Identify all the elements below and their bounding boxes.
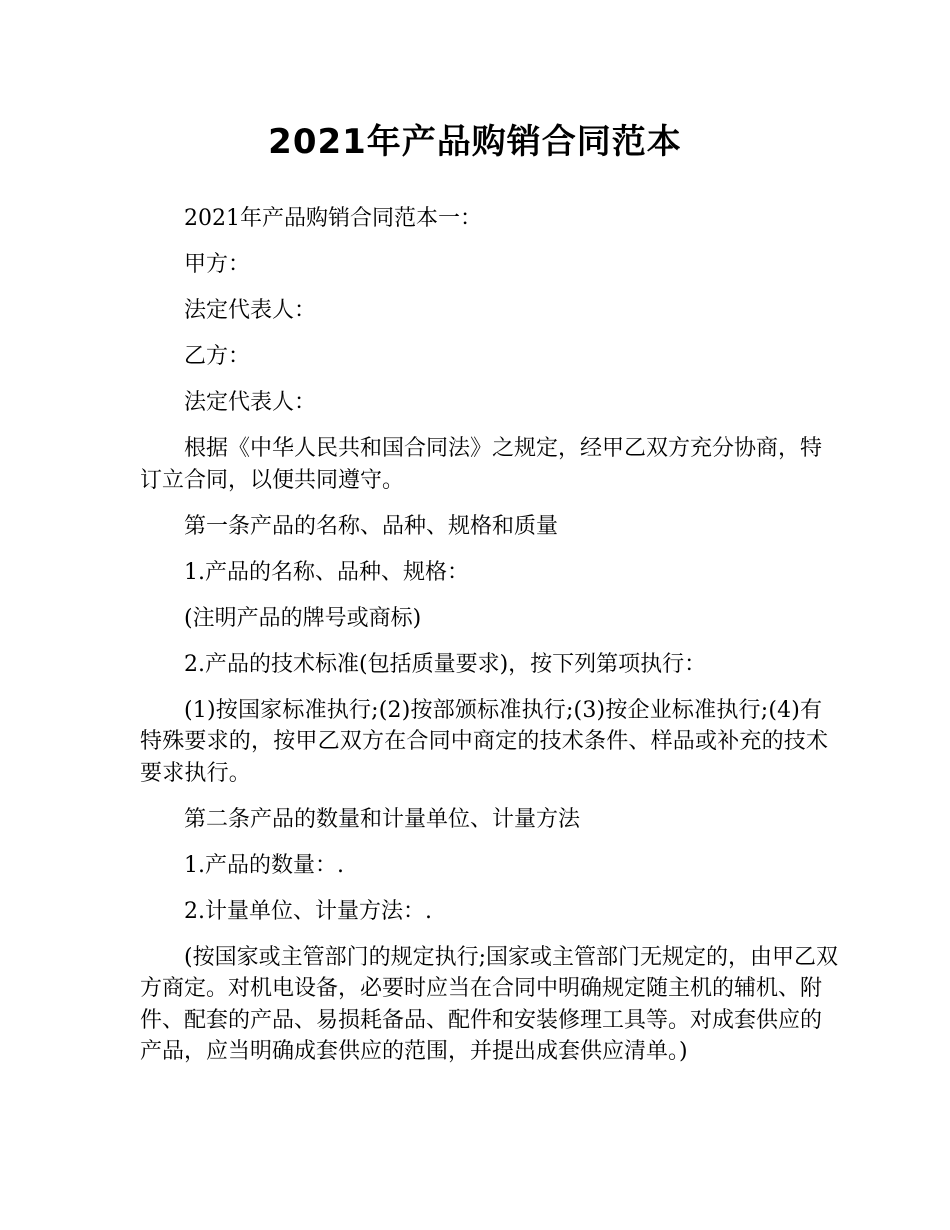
- paragraph-party-a: 甲方：: [184, 252, 251, 277]
- paragraph-party-b: 乙方：: [184, 344, 251, 369]
- paragraph-measurement-note: (按国家或主管部门的规定执行;国家或主管部门无规定的，由甲乙双方商定。对机电设备，必要时应当在合同中明确规定随主机的辅机、附件、配套的产品、易损耗备品、配件和安装修理工具等。对成套供应的产品，应当明确成套供应的范围，并提出成套供应清单。): [140, 944, 838, 1064]
- paragraph-article-1-item-2: 2.产品的技术标准(包括质量要求)，按下列第项执行：: [184, 651, 707, 677]
- paragraph-article-2-item-1: 1.产品的数量：.: [184, 852, 344, 878]
- document-title: 2021年产品购销合同范本: [268, 122, 682, 162]
- paragraph-article-1-heading: 第一条产品的名称、品种、规格和质量: [184, 513, 559, 539]
- paragraph-party-a-representative: 法定代表人：: [184, 298, 317, 323]
- paragraph-legal-basis: 根据《中华人民共和国合同法》之规定，经甲乙双方充分协商，特订立合同，以便共同遵守。: [140, 436, 823, 493]
- paragraph-article-2-heading: 第二条产品的数量和计量单位、计量方法: [184, 806, 581, 832]
- paragraph-article-1-note: (注明产品的牌号或商标): [184, 605, 422, 631]
- paragraph-intro: 2021年产品购销合同范本一：: [184, 206, 482, 231]
- paragraph-article-2-item-2: 2.计量单位、计量方法：.: [184, 898, 432, 924]
- paragraph-technical-standards: (1)按国家标准执行;(2)按部颁标准执行;(3)按企业标准执行;(4)有特殊要求的，按甲乙双方在合同中商定的技术条件、样品或补充的技术要求执行。: [140, 697, 829, 786]
- paragraph-party-b-representative: 法定代表人：: [184, 390, 317, 415]
- paragraph-article-1-item-1: 1.产品的名称、品种、规格：: [184, 559, 469, 585]
- document-body: [140, 203, 840, 1082]
